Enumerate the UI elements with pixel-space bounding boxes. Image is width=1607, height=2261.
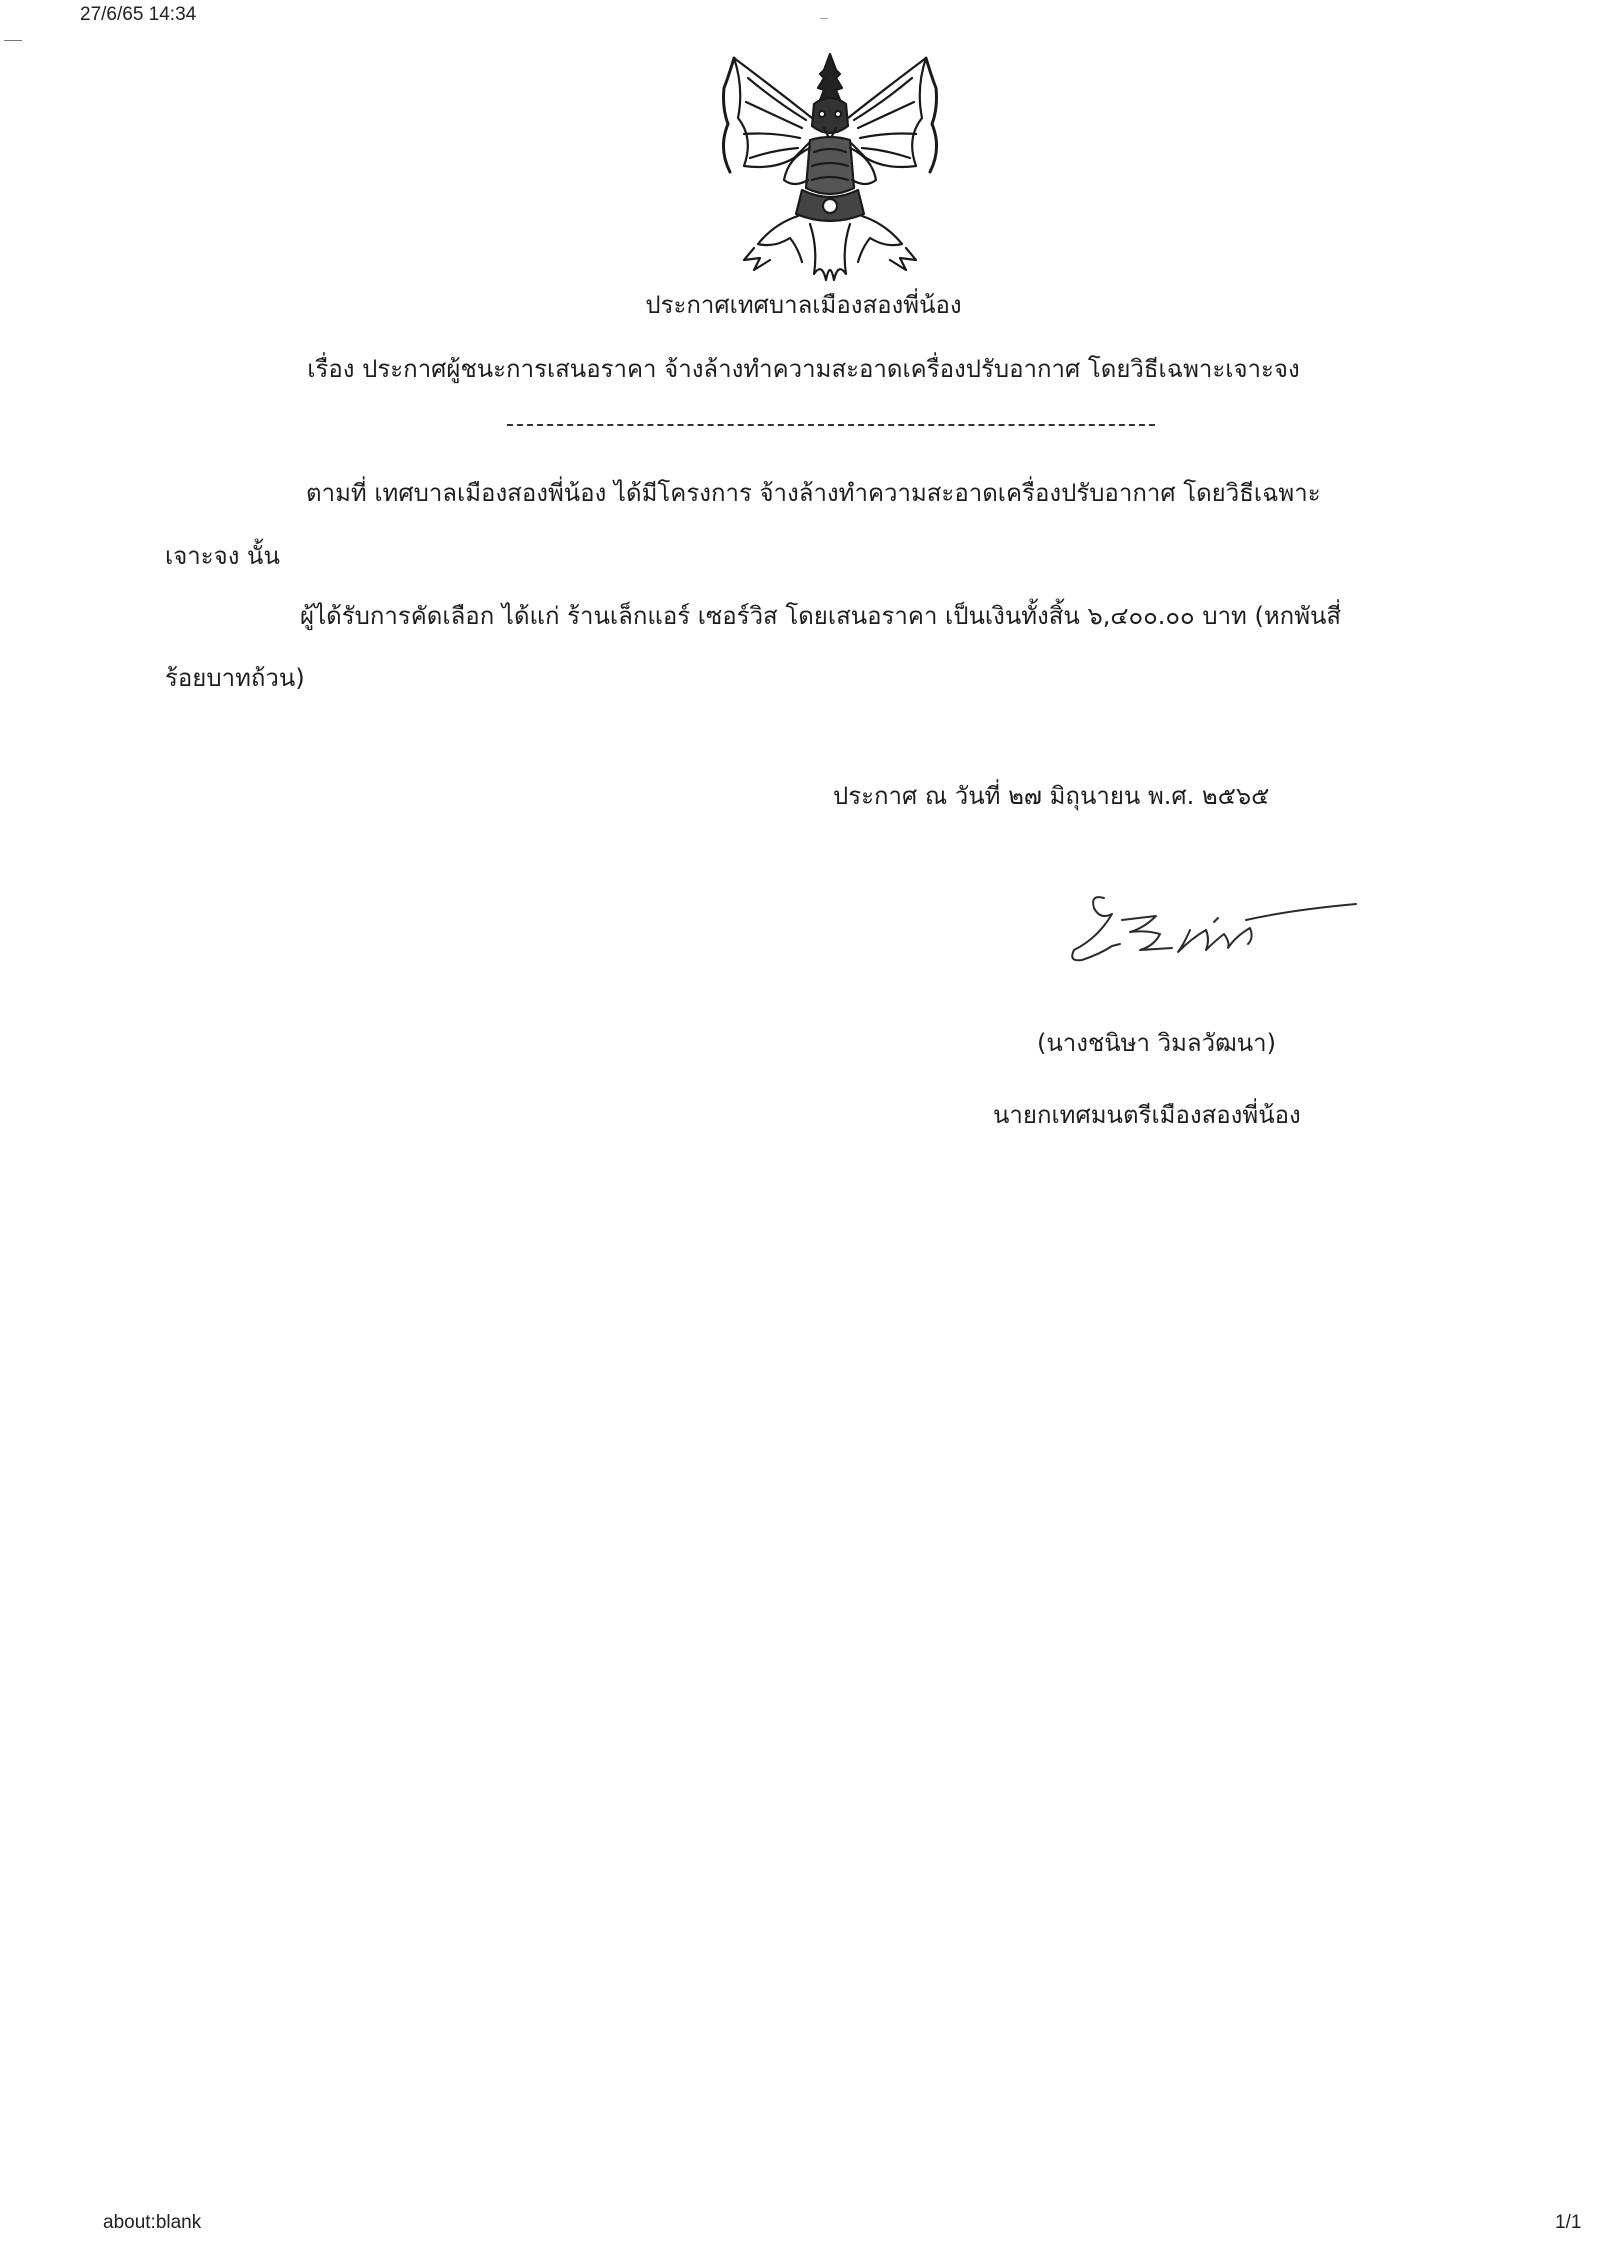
announcement-title: ประกาศเทศบาลเมืองสองพี่น้อง	[645, 291, 962, 319]
scan-speck	[820, 18, 828, 19]
scan-speck	[4, 40, 22, 41]
print-url: about:blank	[103, 2212, 202, 2233]
signer-position: นายกเทศมนตรีเมืองสองพี่น้อง	[993, 1101, 1301, 1129]
print-page-number: 1/1	[1555, 2212, 1582, 2233]
paragraph-2-line-2: ร้อยบาทถ้วน)	[165, 664, 305, 692]
signer-name: (นางชนิษา วิมลวัฒนา)	[1037, 1029, 1276, 1057]
paragraph-1-line-2: เจาะจง นั้น	[165, 542, 280, 570]
paragraph-1-line-1: ตามที่ เทศบาลเมืองสองพี่น้อง ได้มีโครงการ จ้างล้างทำความสะอาดเครื่องปรับอากาศ โดยวิธีเฉพาะ	[306, 479, 1321, 507]
announcement-subject: เรื่อง ประกาศผู้ชนะการเสนอราคา จ้างล้างทำความสะอาดเครื่องปรับอากาศ โดยวิธีเฉพาะเจาะจง	[307, 355, 1300, 383]
print-timestamp: 27/6/65 14:34	[80, 4, 197, 25]
announcement-date: ประกาศ ณ วันที่ ๒๗ มิถุนายน พ.ศ. ๒๕๖๕	[833, 782, 1270, 810]
paragraph-2-line-1: ผู้ได้รับการคัดเลือก ได้แก่ ร้านเล็กแอร์ เซอร์วิส โดยเสนอราคา เป็นเงินทั้งสิ้น ๖,๔๐๐.๐๐ บาท (หกพันสี่	[300, 602, 1342, 630]
handwritten-signature	[1060, 880, 1370, 990]
divider-line	[507, 424, 1155, 426]
garuda-emblem-icon	[714, 48, 946, 286]
